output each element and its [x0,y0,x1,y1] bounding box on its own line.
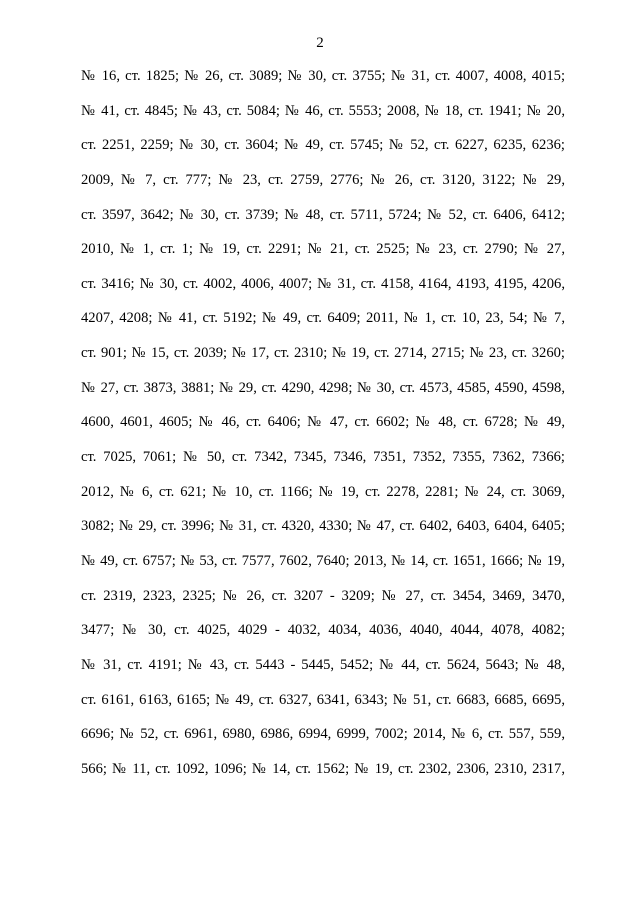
text-line: ст. 901; № 15, ст. 2039; № 17, ст. 2310; № 19, ст. 2714, 2715; № 23, ст. 3260; [81,345,565,362]
text-line: ст. 3416; № 30, ст. 4002, 4006, 4007; № 31, ст. 4158, 4164, 4193, 4195, 4206, [81,275,565,292]
text-line: ст. 6161, 6163, 6165; № 49, ст. 6327, 6341, 6343; № 51, ст. 6683, 6685, 6695, [81,691,565,708]
text-line: 4207, 4208; № 41, ст. 5192; № 49, ст. 6409; 2011, № 1, ст. 10, 23, 54; № 7, [81,310,565,327]
text-line: 3477; № 30, ст. 4025, 4029 - 4032, 4034, 4036, 4040, 4044, 4078, 4082; [81,622,565,639]
text-line: 4600, 4601, 4605; № 46, ст. 6406; № 47, ст. 6602; № 48, ст. 6728; № 49, [81,414,565,431]
text-line: ст. 2319, 2323, 2325; № 26, ст. 3207 - 3209; № 27, ст. 3454, 3469, 3470, [81,587,565,604]
text-line: 2010, № 1, ст. 1; № 19, ст. 2291; № 21, ст. 2525; № 23, ст. 2790; № 27, [81,241,565,258]
text-line: ст. 7025, 7061; № 50, ст. 7342, 7345, 7346, 7351, 7352, 7355, 7362, 7366; [81,449,565,466]
text-line: 3082; № 29, ст. 3996; № 31, ст. 4320, 4330; № 47, ст. 6402, 6403, 6404, 6405; [81,518,565,535]
text-line: 2012, № 6, ст. 621; № 10, ст. 1166; № 19, ст. 2278, 2281; № 24, ст. 3069, [81,483,565,500]
text-line: 6696; № 52, ст. 6961, 6980, 6986, 6994, 6999, 7002; 2014, № 6, ст. 557, 559, [81,726,565,743]
text-line: № 49, ст. 6757; № 53, ст. 7577, 7602, 7640; 2013, № 14, ст. 1651, 1666; № 19, [81,552,565,569]
text-line: ст. 3597, 3642; № 30, ст. 3739; № 48, ст. 5711, 5724; № 52, ст. 6406, 6412; [81,206,565,223]
text-line: № 31, ст. 4191; № 43, ст. 5443 - 5445, 5452; № 44, ст. 5624, 5643; № 48, [81,656,565,673]
text-line: № 41, ст. 4845; № 43, ст. 5084; № 46, ст. 5553; 2008, № 18, ст. 1941; № 20, [81,102,565,119]
text-line: № 16, ст. 1825; № 26, ст. 3089; № 30, ст. 3755; № 31, ст. 4007, 4008, 4015; [81,68,565,84]
text-line: ст. 2251, 2259; № 30, ст. 3604; № 49, ст. 5745; № 52, ст. 6227, 6235, 6236; [81,137,565,154]
text-line: 566; № 11, ст. 1092, 1096; № 14, ст. 1562; № 19, ст. 2302, 2306, 2310, 2317, [81,760,565,777]
text-line: № 27, ст. 3873, 3881; № 29, ст. 4290, 4298; № 30, ст. 4573, 4585, 4590, 4598, [81,379,565,396]
page-number: 2 [316,35,324,51]
body-text [81,66,565,793]
text-line: 2009, № 7, ст. 777; № 23, ст. 2759, 2776; № 26, ст. 3120, 3122; № 29, [81,171,565,188]
